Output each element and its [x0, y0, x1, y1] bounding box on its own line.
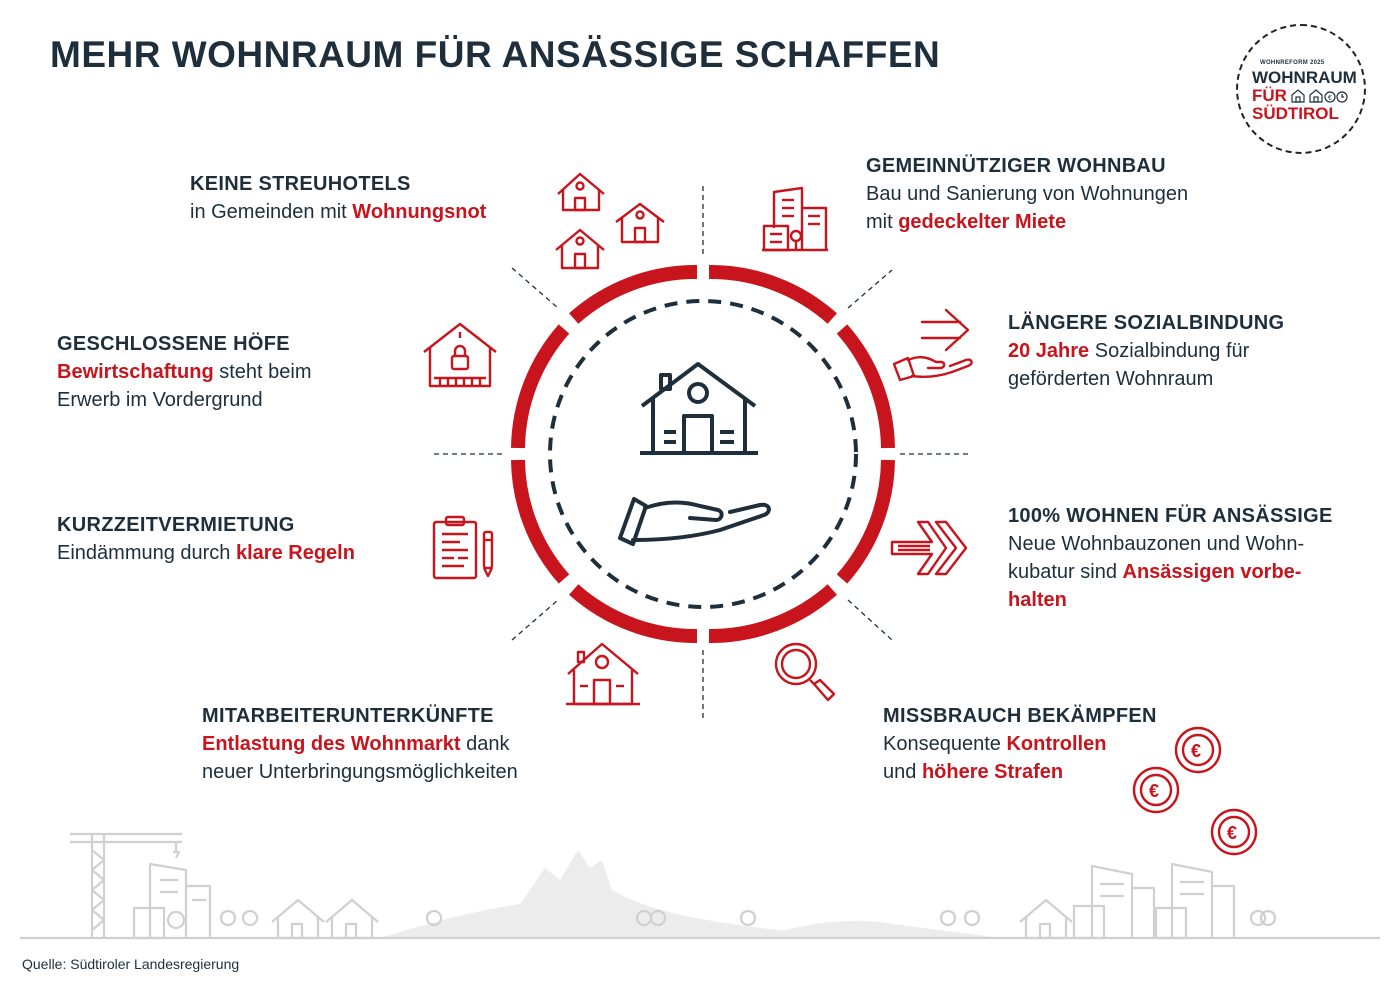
missbrauch-highlight: Kontrollen — [1006, 733, 1107, 755]
kurzzeit-highlight: klare Regeln — [235, 542, 355, 564]
ansaessige-highlight: Ansässigen vorbe- — [1122, 561, 1302, 583]
skyline-illustration — [0, 820, 1400, 945]
svg-text:€: € — [1328, 95, 1332, 102]
wohnbau-text: mit — [866, 211, 899, 233]
ansaessige-heading: 100% WOHNEN FÜR ANSÄSSIGE — [1008, 505, 1333, 527]
double-arrow-icon — [890, 516, 970, 582]
section-sozialbindung — [1008, 309, 1284, 393]
clipboard-pen-icon — [430, 514, 500, 582]
svg-text:€: € — [1191, 741, 1202, 761]
wohnbau-line-1: Bau und Sanierung von Wohnungen — [866, 183, 1189, 205]
sozialbindung-heading: LÄNGERE SOZIALBINDUNG — [1008, 312, 1285, 334]
section-wohnbau — [866, 152, 1188, 236]
mitarbeiter-heading: MITARBEITERUNTERKÜNFTE — [202, 705, 494, 727]
sozialbindung-highlight: 20 Jahre — [1008, 340, 1090, 362]
streuhotels-text: in Gemeinden mit — [190, 201, 353, 223]
mitarbeiter-text: dank — [460, 733, 510, 755]
hoefe-text: steht beim — [213, 361, 312, 383]
mitarbeiter-line-3: neuer Unterbringungsmöglichkeiten — [202, 761, 518, 783]
houses-icon — [552, 168, 682, 278]
missbrauch-text: Konsequente — [883, 733, 1007, 755]
logo-small-text: WOHNREFORM 2025 — [1260, 60, 1325, 66]
hand-arrow-icon — [892, 306, 974, 390]
source-note: Quelle: Südtiroler Landesregierung — [22, 956, 240, 972]
section-streuhotels — [190, 170, 486, 226]
missbrauch-text-2: und — [883, 761, 922, 783]
sozialbindung-line-3: geförderten Wohnraum — [1008, 368, 1214, 390]
wohnbau-highlight: gedeckelter Miete — [898, 211, 1067, 233]
streuhotels-highlight: Wohnungsnot — [352, 201, 487, 223]
sozialbindung-text: Sozialbindung für — [1089, 340, 1250, 362]
svg-text:€: € — [1227, 823, 1238, 843]
ansaessige-line-1: Neue Wohnbauzonen und Wohn- — [1008, 533, 1305, 555]
missbrauch-heading: MISSBRAUCH BEKÄMPFEN — [883, 705, 1157, 727]
ansaessige-text: kubatur sind — [1008, 561, 1123, 583]
center-hand-icon — [620, 499, 769, 544]
section-kurzzeit — [57, 511, 355, 567]
section-ansaessige — [1008, 502, 1333, 614]
kurzzeit-text: Eindämmung durch — [57, 542, 236, 564]
staff-house-icon — [566, 640, 642, 706]
mitarbeiter-highlight: Entlastung des Wohnmarkt — [202, 733, 461, 755]
page-title: MEHR WOHNRAUM FÜR ANSÄSSIGE SCHAFFEN — [50, 34, 941, 75]
logo-line-1: WOHNRAUM — [1252, 68, 1357, 87]
hoefe-line-3: Erwerb im Vordergrund — [57, 389, 263, 411]
ansaessige-highlight-2: halten — [1008, 589, 1067, 611]
missbrauch-highlight-2: höhere Strafen — [921, 761, 1064, 783]
magnifier-icon — [772, 640, 838, 708]
hoefe-heading: GESCHLOSSENE HÖFE — [57, 333, 290, 355]
apartment-buildings-icon — [762, 186, 832, 254]
kurzzeit-heading: KURZZEITVERMIETUNG — [57, 514, 295, 536]
section-missbrauch — [883, 702, 1157, 786]
wohnbau-heading: GEMEINNÜTZIGER WOHNBAU — [866, 155, 1166, 177]
section-mitarbeiter — [202, 702, 518, 786]
center-house-icon — [640, 364, 758, 453]
locked-farmhouse-icon — [420, 320, 500, 390]
svg-text:€: € — [1149, 781, 1160, 801]
streuhotels-heading: KEINE STREUHOTELS — [190, 173, 411, 195]
hoefe-highlight: Bewirtschaftung — [57, 361, 214, 383]
logo-line-2: FÜR — [1252, 86, 1287, 105]
logo-line-3: SÜDTIROL — [1252, 104, 1339, 123]
section-hoefe — [57, 330, 312, 414]
